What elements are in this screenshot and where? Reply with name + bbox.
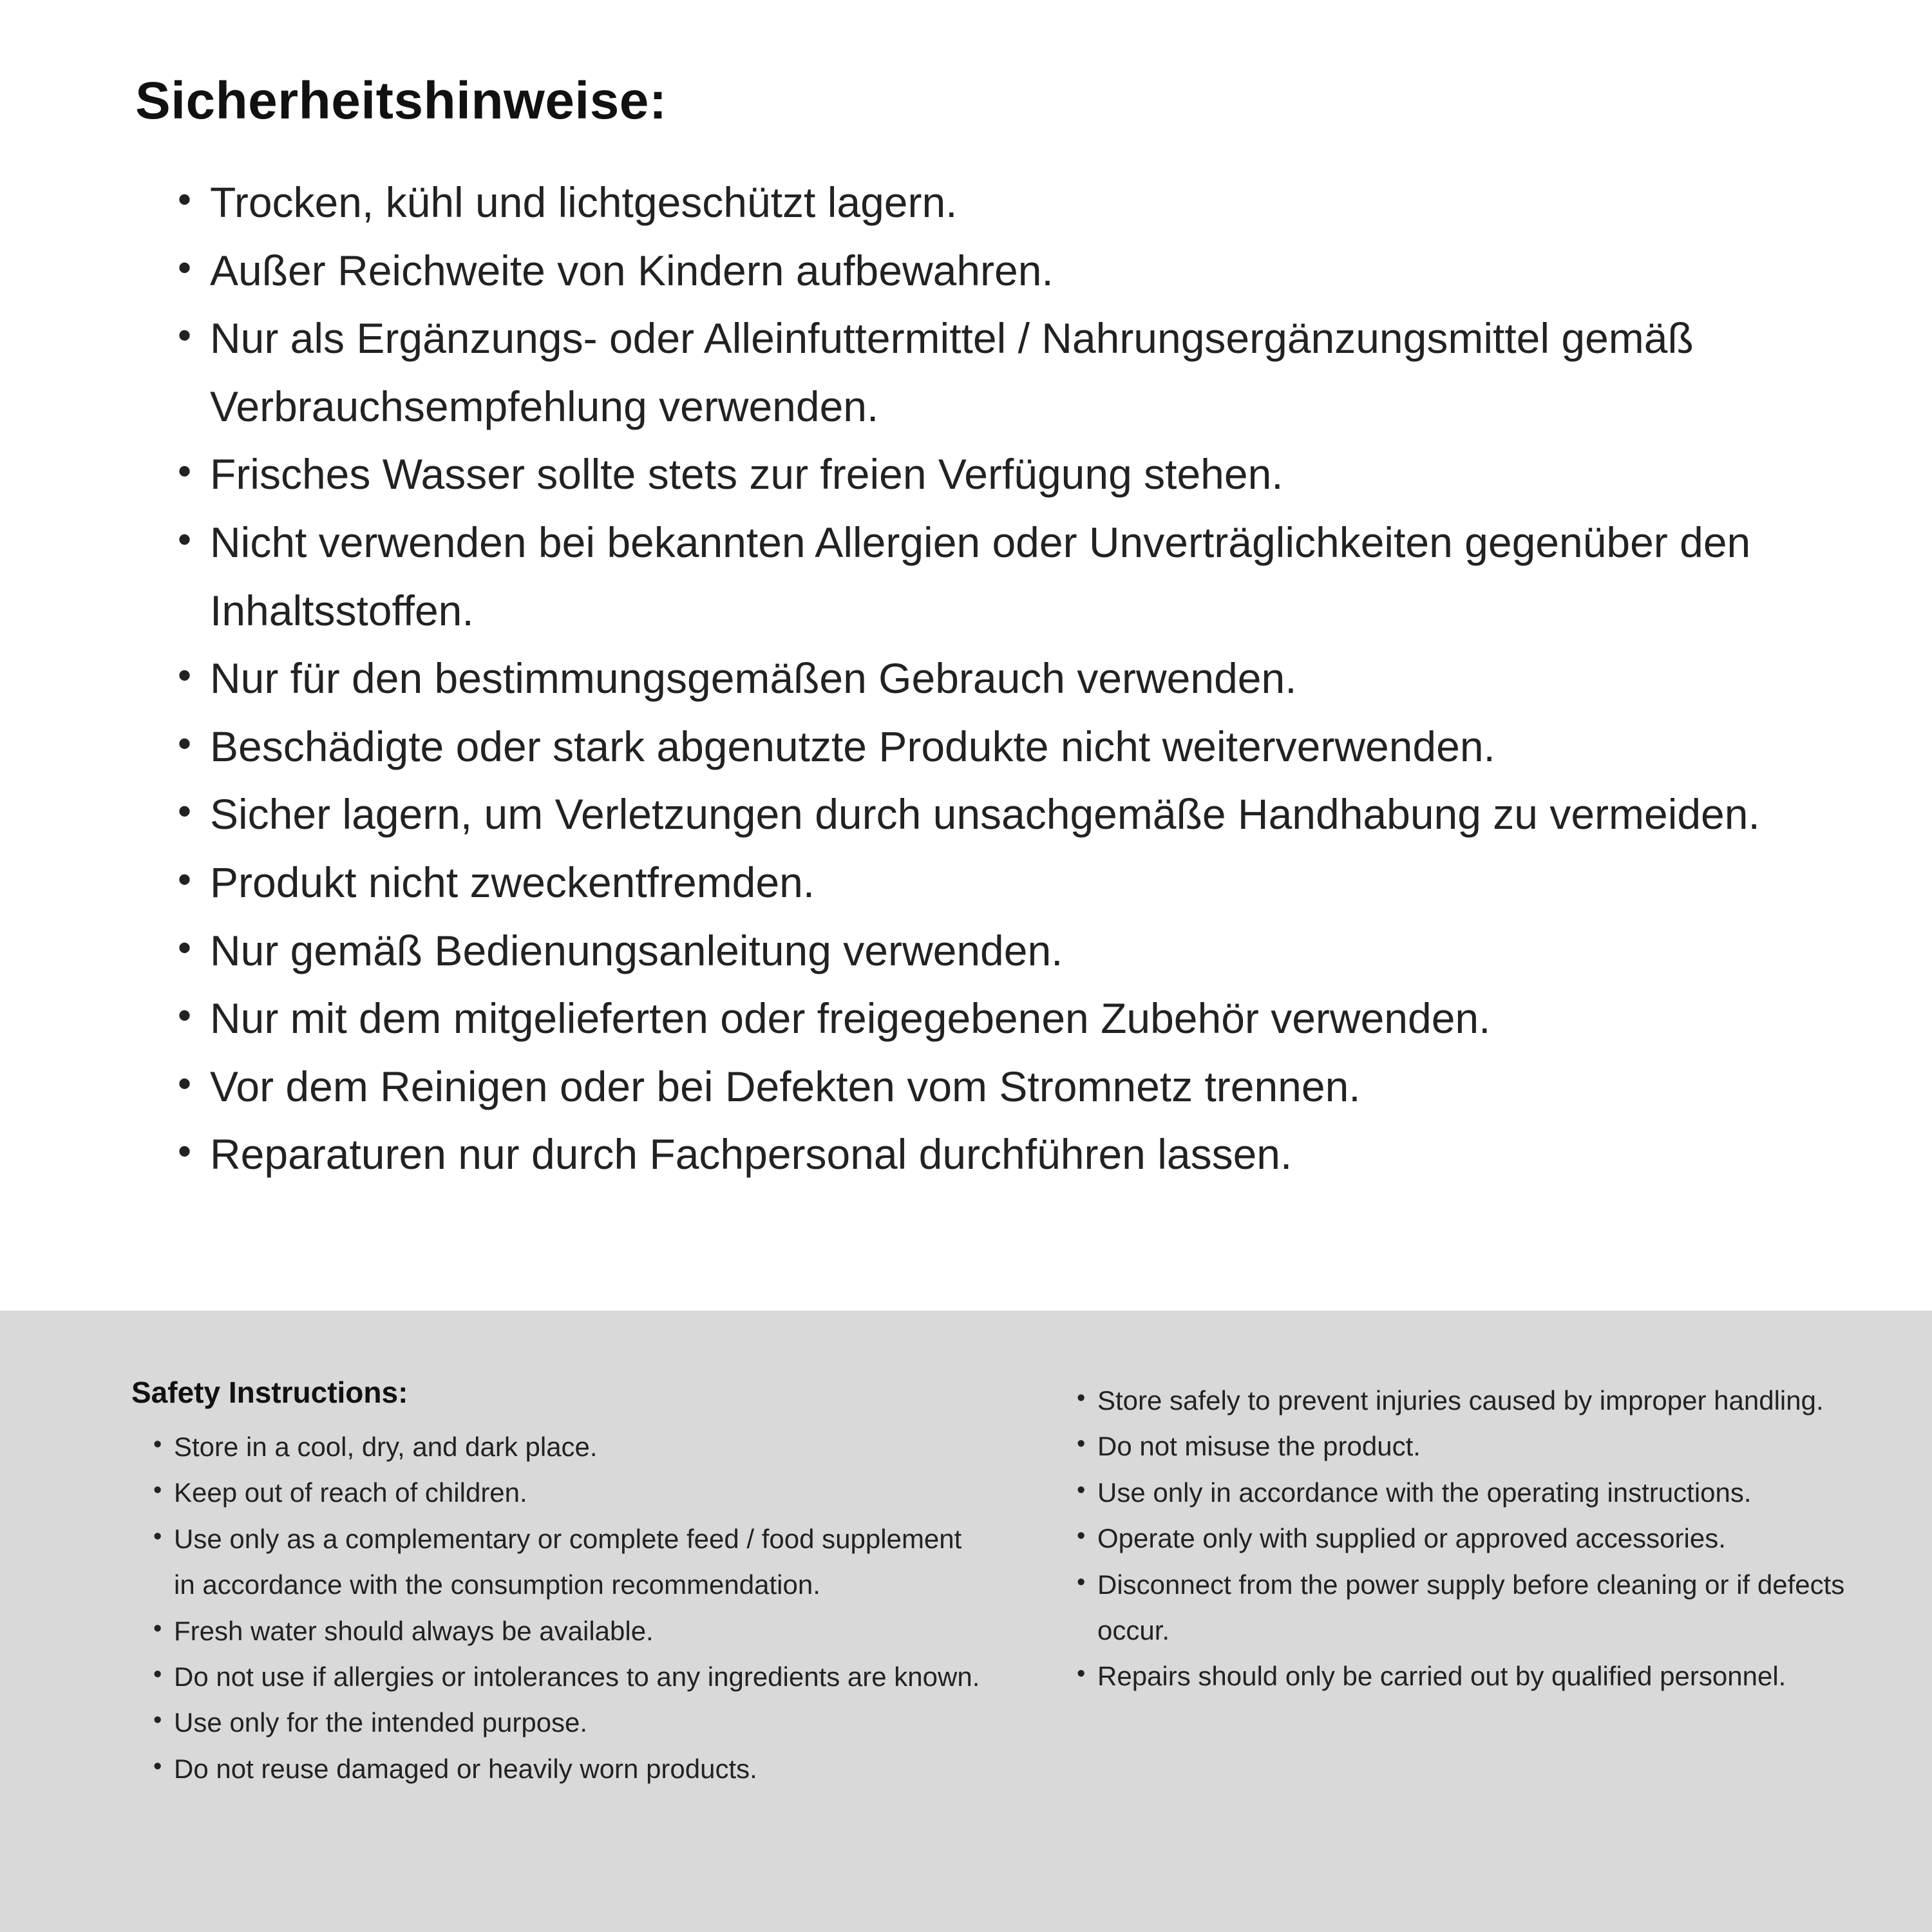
english-right-bullet-list [1072, 1378, 1883, 1700]
list-item: • Keep out of reach of children. [148, 1470, 988, 1515]
list-item: • Nur für den bestimmungsgemäßen Gebrauch verwenden. [178, 645, 1803, 713]
list-item: • Produkt nicht zweckentfremden. [178, 849, 1803, 917]
list-item: • Repairs should only be carried out by qualified personnel. [1072, 1653, 1883, 1699]
english-left-bullet-list [131, 1424, 988, 1792]
list-item: • Frisches Wasser sollte stets zur freien Verfügung stehen. [178, 440, 1803, 509]
list-item: • Disconnect from the power supply before cleaning or if defects occur. [1072, 1562, 1883, 1654]
list-item: • Do not use if allergies or intolerances to any ingredients are known. [148, 1654, 988, 1700]
list-item: • Use only in accordance with the operating instructions. [1072, 1470, 1883, 1515]
list-item: • Außer Reichweite von Kindern aufbewahren. [178, 237, 1803, 305]
english-safety-section [0, 1311, 1932, 1932]
list-item: • Store in a cool, dry, and dark place. [148, 1424, 988, 1470]
list-item: • Nicht verwenden bei bekannten Allergien oder Unverträglichkeiten gegenüber den Inhaltsstoffen. [178, 509, 1803, 645]
list-item: • Nur gemäß Bedienungsanleitung verwenden. [178, 917, 1803, 985]
english-right-column [1072, 1375, 1883, 1932]
list-item: • Use only as a complementary or complete feed / food supplement in accordance with the consumption recommendation. [148, 1516, 988, 1608]
list-item: • Operate only with supplied or approved accessories. [1072, 1515, 1883, 1561]
list-item: • Do not reuse damaged or heavily worn products. [148, 1746, 988, 1792]
german-heading: Sicherheitshinweise: [135, 71, 667, 130]
list-item: • Fresh water should always be available. [148, 1608, 988, 1654]
list-item: • Use only for the intended purpose. [148, 1700, 988, 1745]
list-item: • Nur als Ergänzungs- oder Alleinfuttermittel / Nahrungsergänzungsmittel gemäß Verbrauchsempfehlung verwenden. [178, 305, 1803, 440]
list-item: • Sicher lagern, um Verletzungen durch unsachgemäße Handhabung zu vermeiden. [178, 781, 1803, 849]
list-item: • Store safely to prevent injuries caused by improper handling. [1072, 1378, 1883, 1423]
list-item: • Vor dem Reinigen oder bei Defekten vom Stromnetz trennen. [178, 1053, 1803, 1121]
list-item: • Do not misuse the product. [1072, 1423, 1883, 1469]
list-item: • Nur mit dem mitgelieferten oder freigegebenen Zubehör verwenden. [178, 985, 1803, 1053]
list-item: • Reparaturen nur durch Fachpersonal durchführen lassen. [178, 1121, 1803, 1189]
german-bullet-list [135, 169, 1803, 1189]
list-item: • Trocken, kühl und lichtgeschützt lagern. [178, 169, 1803, 237]
list-item: • Beschädigte oder stark abgenutzte Produkte nicht weiterverwenden. [178, 713, 1803, 781]
english-heading: Safety Instructions: [131, 1376, 408, 1409]
english-left-column [131, 1375, 988, 1932]
